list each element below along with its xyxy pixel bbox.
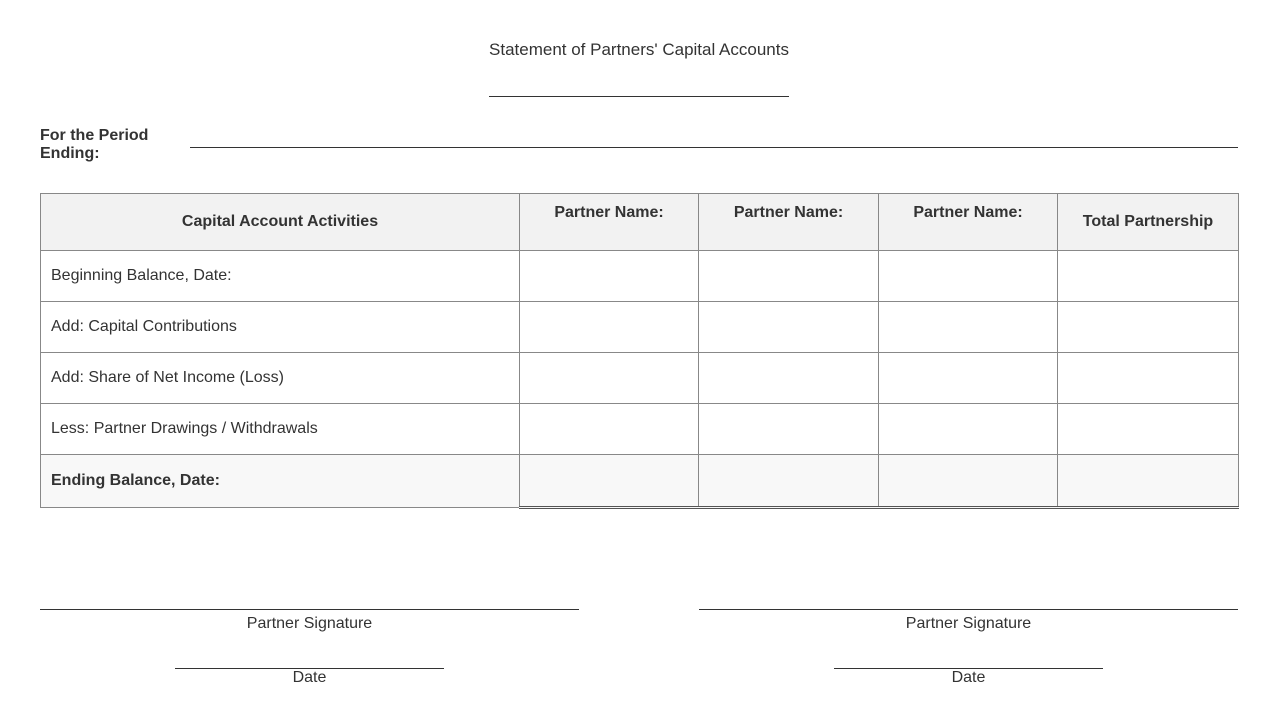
value-cell[interactable] (699, 404, 879, 455)
left-signature-line[interactable] (40, 609, 579, 610)
header-partner-name-1: Partner Name: (520, 194, 699, 251)
table-row (41, 302, 1239, 353)
row-label-beginning-balance: Beginning Balance, Date: (41, 251, 520, 302)
row-label-drawings: Less: Partner Drawings / Withdrawals (41, 404, 520, 455)
table-header-row (41, 194, 1239, 251)
right-signature-label: Partner Signature (905, 615, 1032, 632)
value-cell[interactable] (1058, 251, 1239, 302)
row-label-ending-balance: Ending Balance, Date: (41, 455, 520, 508)
header-capital-account-activities: Capital Account Activities (41, 194, 520, 251)
title-underline (489, 96, 789, 97)
value-cell[interactable] (699, 455, 879, 508)
value-cell[interactable] (699, 251, 879, 302)
value-cell[interactable] (520, 353, 699, 404)
period-ending-field-line[interactable] (190, 147, 1238, 148)
value-cell[interactable] (1058, 353, 1239, 404)
value-cell[interactable] (520, 404, 699, 455)
value-cell[interactable] (520, 455, 699, 508)
value-cell[interactable] (879, 251, 1058, 302)
row-label-capital-contributions: Add: Capital Contributions (41, 302, 520, 353)
right-date-label: Date (951, 669, 986, 686)
capital-accounts-table (40, 193, 1239, 509)
period-ending-label: For the Period Ending: (40, 127, 149, 162)
table-row (41, 404, 1239, 455)
value-cell[interactable] (879, 455, 1058, 508)
header-total-partnership: Total Partnership (1058, 194, 1239, 251)
header-partner-name-2: Partner Name: (699, 194, 879, 251)
value-cell[interactable] (520, 251, 699, 302)
value-cell[interactable] (699, 353, 879, 404)
value-cell[interactable] (879, 302, 1058, 353)
value-cell[interactable] (699, 302, 879, 353)
value-cell[interactable] (1058, 302, 1239, 353)
table-row (41, 251, 1239, 302)
value-cell[interactable] (879, 353, 1058, 404)
right-signature-line[interactable] (699, 609, 1238, 610)
header-partner-name-3: Partner Name: (879, 194, 1058, 251)
document-title: Statement of Partners' Capital Accounts (489, 40, 789, 59)
left-signature-label: Partner Signature (246, 615, 373, 632)
left-date-label: Date (292, 669, 327, 686)
table-row (41, 353, 1239, 404)
value-cell[interactable] (1058, 455, 1239, 508)
value-cell[interactable] (1058, 404, 1239, 455)
row-label-net-income: Add: Share of Net Income (Loss) (41, 353, 520, 404)
value-cell[interactable] (520, 302, 699, 353)
value-cell[interactable] (879, 404, 1058, 455)
table-row-ending-balance (41, 455, 1239, 508)
